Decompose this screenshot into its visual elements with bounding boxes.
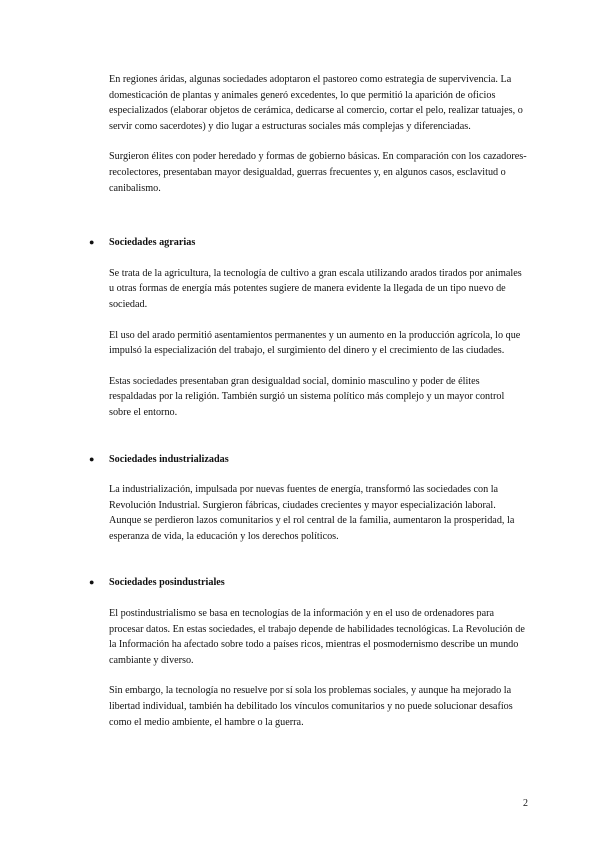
paragraph: La industrialización, impulsada por nuevas fuentes de energía, transformó las sociedades con la Revolución Industrial. Surgieron fábricas, ciudades crecientes y mayor especialización laboral. Aunque se perdieron lazos comunitarios y el rol central de la familia, aumentaron la prosperidad, la esperanza de vida, la educación y los derechos políticos. xyxy=(109,484,515,542)
paragraph: Se trata de la agricultura, la tecnología de cultivo a gran escala utilizando arados tirados por animales u otras formas de energía más potentes sugiere de manera evidente la llegada de un tipo nuevo de sociedad. xyxy=(109,267,522,310)
paragraph: El uso del arado permitió asentamientos permanentes y un aumento en la producción agrícola, lo que impulsó la especialización del trabajo, el surgimiento del dinero y el crecimiento de las ciudades. xyxy=(109,329,521,357)
section-title: Sociedades industrializadas xyxy=(109,453,229,465)
bullet-icon: ● xyxy=(89,577,95,588)
page-content xyxy=(89,72,527,730)
bullet-icon: ● xyxy=(89,453,95,464)
section-title: Sociedades agrarias xyxy=(109,237,196,249)
bullet-icon: ● xyxy=(89,237,95,248)
paragraph: Surgieron élites con poder heredado y formas de gobierno básicas. En comparación con los cazadores-recolectores, presentaban mayor desigualdad, guerras frecuentes y, en algunos casos, esclavitud o canibalismo. xyxy=(109,151,527,194)
section-title: Sociedades posindustriales xyxy=(109,577,225,589)
paragraph: En regiones áridas, algunas sociedades adoptaron el pastoreo como estrategia de supervivencia. La domesticación de plantas y animales generó excedentes, lo que permitió la aparición de oficios especializados (elaborar objetos de cerámica, dedicarse al comercio, cortar el pelo, realizar tatuajes, o servir como sacerdotes) y dio lugar a estructuras sociales más complejas y diferenciadas. xyxy=(109,74,523,132)
paragraph: Sin embargo, la tecnología no resuelve por sí sola los problemas sociales, y aunque ha mejorado la libertad individual, también ha debilitado los vínculos comunitarios y no puede solucionar desafíos como el medio ambiente, el hambre o la guerra. xyxy=(109,685,513,728)
section-heading-industrializadas xyxy=(89,452,527,468)
paragraph: Estas sociedades presentaban gran desigualdad social, dominio masculino y poder de élites respaldadas por la religión. También surgió un sistema político más complejo y un mayor control sobre el entorno. xyxy=(109,375,505,418)
section-heading-posindustriales xyxy=(89,575,527,591)
section-heading-agrarias xyxy=(89,235,527,251)
page-number: 2 xyxy=(523,798,528,809)
paragraph: El postindustrialismo se basa en tecnologías de la información y en el uso de ordenadores para procesar datos. En estas sociedades, el trabajo depende de habilidades tecnológicas. La Revolución de la Información ha afectado sobre todo a países ricos, mientras el posmodernismo describe un mundo cambiante y diverso. xyxy=(109,608,525,666)
